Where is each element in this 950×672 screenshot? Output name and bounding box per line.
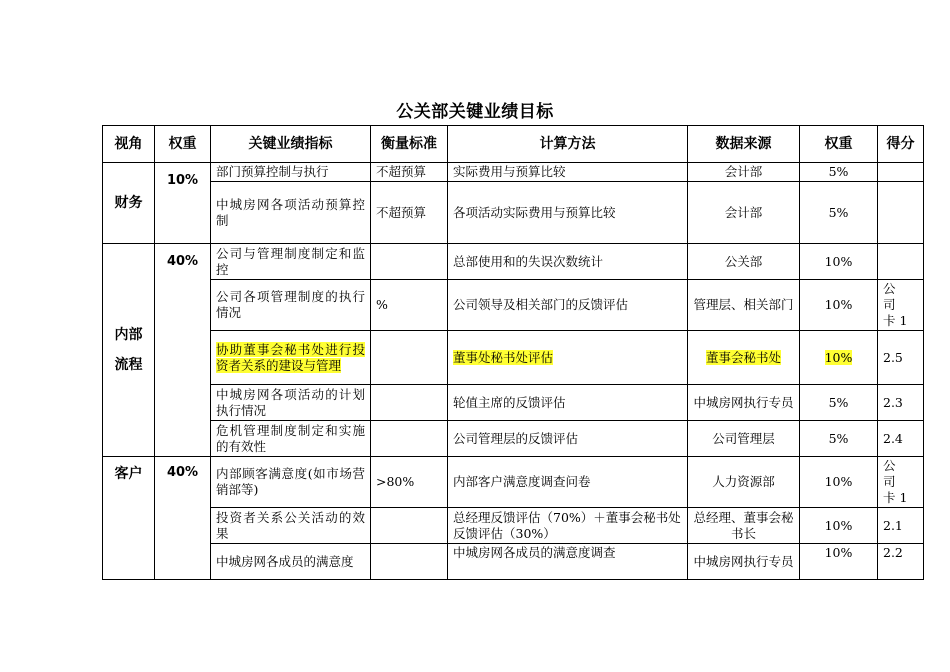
kpi-cell: 中城房网各项活动预算控制 xyxy=(211,182,371,244)
header-score: 得分 xyxy=(878,126,924,163)
header-kpi: 关键业绩指标 xyxy=(211,126,371,163)
standard-cell: % xyxy=(371,280,448,331)
score-line: 卡 1 xyxy=(883,313,908,328)
score-cell xyxy=(878,280,924,331)
table-row xyxy=(103,182,924,244)
perspective-line: 内部 xyxy=(114,327,143,343)
score-cell xyxy=(878,163,924,182)
header-item-weight: 权重 xyxy=(800,126,878,163)
standard-cell: >80% xyxy=(371,457,448,508)
table-row xyxy=(103,163,924,182)
source-cell: 公关部 xyxy=(688,244,800,280)
table-row xyxy=(103,280,924,331)
score-cell: 2.5 xyxy=(878,331,924,385)
perspective-customer: 客户 xyxy=(103,457,155,580)
kpi-cell: 部门预算控制与执行 xyxy=(211,163,371,182)
header-standard: 衡量标准 xyxy=(371,126,448,163)
kpi-cell: 中城房网各成员的满意度 xyxy=(211,544,371,580)
header-source: 数据来源 xyxy=(688,126,800,163)
kpi-cell: 危机管理制度制定和实施的有效性 xyxy=(211,421,371,457)
method-cell: 中城房网各成员的满意度调查 xyxy=(448,544,688,580)
standard-cell xyxy=(371,508,448,544)
score-cell: 2.4 xyxy=(878,421,924,457)
method-cell: 总经理反馈评估（70%）＋董事会秘书处反馈评估（30%） xyxy=(448,508,688,544)
highlighted-text: 10% xyxy=(824,349,853,365)
source-cell: 管理层、相关部门 xyxy=(688,280,800,331)
score-line: 公 司 xyxy=(883,281,909,312)
header-row xyxy=(103,126,924,163)
method-cell: 公司领导及相关部门的反馈评估 xyxy=(448,280,688,331)
weight-cell: 10% xyxy=(800,544,878,580)
standard-cell xyxy=(371,421,448,457)
standard-cell: 不超预算 xyxy=(371,182,448,244)
standard-cell xyxy=(371,331,448,385)
source-cell: 总经理、董事会秘书长 xyxy=(688,508,800,544)
header-perspective: 视角 xyxy=(103,126,155,163)
table-row xyxy=(103,421,924,457)
table-row xyxy=(103,331,924,385)
standard-cell xyxy=(371,544,448,580)
group-weight-customer: 40% xyxy=(155,457,211,580)
score-cell: 2.1 xyxy=(878,508,924,544)
weight-cell-highlighted xyxy=(800,331,878,385)
group-weight-internal-process: 40% xyxy=(155,244,211,457)
method-cell: 轮值主席的反馈评估 xyxy=(448,385,688,421)
method-cell: 公司管理层的反馈评估 xyxy=(448,421,688,457)
weight-cell: 5% xyxy=(800,385,878,421)
table-row xyxy=(103,244,924,280)
group-weight-finance: 10% xyxy=(155,163,211,244)
source-cell: 会计部 xyxy=(688,182,800,244)
weight-cell: 10% xyxy=(800,457,878,508)
kpi-table xyxy=(102,125,924,580)
standard-cell xyxy=(371,244,448,280)
weight-cell: 10% xyxy=(800,280,878,331)
weight-cell: 5% xyxy=(800,182,878,244)
perspective-finance: 财务 xyxy=(103,163,155,244)
score-line: 卡 1 xyxy=(883,490,908,505)
standard-cell xyxy=(371,385,448,421)
perspective-internal-process xyxy=(103,244,155,457)
source-cell: 会计部 xyxy=(688,163,800,182)
score-cell: 2.3 xyxy=(878,385,924,421)
source-cell: 公司管理层 xyxy=(688,421,800,457)
kpi-cell: 投资者关系公关活动的效果 xyxy=(211,508,371,544)
score-cell xyxy=(878,244,924,280)
weight-cell: 10% xyxy=(800,244,878,280)
source-cell: 人力资源部 xyxy=(688,457,800,508)
source-cell: 中城房网执行专员 xyxy=(688,544,800,580)
table-row xyxy=(103,544,924,580)
kpi-cell: 公司与管理制度制定和监控 xyxy=(211,244,371,280)
page-title: 公关部关键业绩目标 xyxy=(396,102,554,122)
method-cell: 各项活动实际费用与预算比较 xyxy=(448,182,688,244)
weight-cell: 5% xyxy=(800,163,878,182)
table-row xyxy=(103,385,924,421)
method-cell-highlighted xyxy=(448,331,688,385)
highlighted-text: 协助董事会秘书处进行投资者关系的建设与管理 xyxy=(216,341,365,373)
source-cell-highlighted xyxy=(688,331,800,385)
method-cell: 内部客户满意度调查问卷 xyxy=(448,457,688,508)
score-cell xyxy=(878,457,924,508)
weight-cell: 5% xyxy=(800,421,878,457)
kpi-cell-highlighted xyxy=(211,331,371,385)
weight-cell: 10% xyxy=(800,508,878,544)
score-cell: 2.2 xyxy=(878,544,924,580)
standard-cell: 不超预算 xyxy=(371,163,448,182)
method-cell: 实际费用与预算比较 xyxy=(448,163,688,182)
score-cell xyxy=(878,182,924,244)
table-row xyxy=(103,508,924,544)
highlighted-text: 董事会秘书处 xyxy=(705,349,781,365)
method-cell: 总部使用和的失误次数统计 xyxy=(448,244,688,280)
perspective-line: 流程 xyxy=(114,357,143,373)
header-weight: 权重 xyxy=(155,126,211,163)
kpi-cell: 内部顾客满意度(如市场营销部等) xyxy=(211,457,371,508)
highlighted-text: 董事处秘书处评估 xyxy=(453,349,554,365)
header-method: 计算方法 xyxy=(448,126,688,163)
source-cell: 中城房网执行专员 xyxy=(688,385,800,421)
score-line: 公 司 xyxy=(883,458,909,489)
table-row xyxy=(103,457,924,508)
kpi-cell: 公司各项管理制度的执行情况 xyxy=(211,280,371,331)
kpi-cell: 中城房网各项活动的计划执行情况 xyxy=(211,385,371,421)
